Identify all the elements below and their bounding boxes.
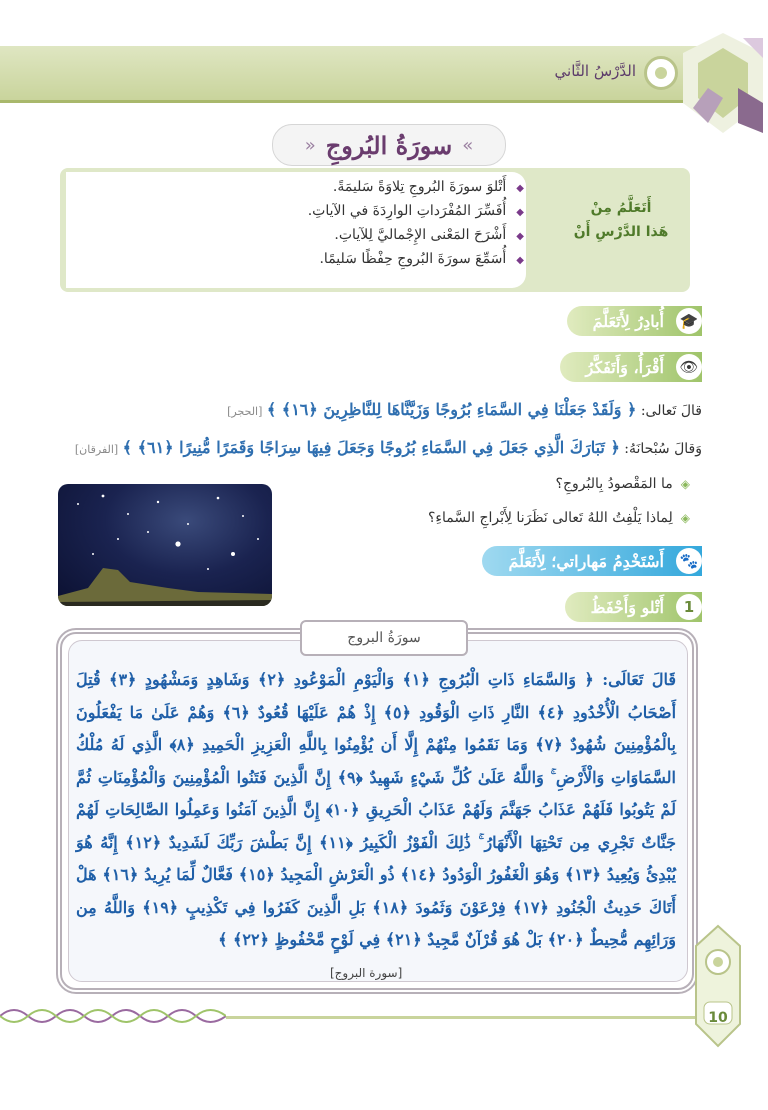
objective-item: ◆ أُفَسِّرَ المُفْرَداتِ الوارِدَةَ في الآياتِ. — [308, 200, 524, 224]
page-number: 10 — [708, 1010, 728, 1026]
surah-text: قَالَ تَعَالَى: ﴿ وَالسَّمَاءِ ذَاتِ الْبُرُوجِ ﴿١﴾ وَالْيَوْمِ الْمَوْعُودِ ﴿٢﴾ وَشَاهِدٍ وَمَشْهُودٍ ﴿٣﴾ قُتِلَ أَصْحَابُ الْأُخْدُودِ ﴿٤﴾ النَّارِ ذَاتِ الْوَقُودِ ﴿٥﴾ إِذْ هُمْ عَلَيْهَا قُعُودٌ ﴿٦﴾ وَهُمْ عَلَىٰ مَا يَفْعَلُونَ بِالْمُؤْمِنِينَ شُهُودٌ ﴿٧﴾ وَمَا نَقَمُوا مِنْهُمْ إِلَّا أَن يُؤْمِنُوا بِاللَّهِ الْعَزِيزِ الْحَمِيدِ ﴿٨﴾ الَّذِي لَهُ مُلْكُ السَّمَاوَاتِ وَالْأَرْضِ ۚ وَاللَّهُ عَلَىٰ كُلِّ شَيْءٍ شَهِيدٌ ﴿٩﴾ إِنَّ الَّذِينَ فَتَنُوا الْمُؤْمِنِينَ وَالْمُؤْمِنَاتِ ثُمَّ لَمْ يَتُوبُوا فَلَهُمْ عَذَابُ جَهَنَّمَ وَلَهُمْ عَذَابُ الْحَرِيقِ ﴿١٠﴾ إِنَّ الَّذِينَ آمَنُوا وَعَمِلُوا الصَّالِحَاتِ لَهُمْ جَنَّاتٌ تَجْرِي مِن تَحْتِهَا الْأَنْهَارُ ۚ ذَٰلِكَ الْفَوْزُ الْكَبِيرُ ﴿١١﴾ إِنَّ بَطْشَ رَبِّكَ لَشَدِيدٌ ﴿١٢﴾ إِنَّهُ هُوَ يُبْدِئُ وَيُعِيدُ ﴿١٣﴾ وَهُوَ الْغَفُورُ الْوَدُودُ ﴿١٤﴾ ذُو الْعَرْشِ الْمَجِيدُ ﴿١٥﴾ فَعَّالٌ لِّمَا يُرِيدُ ﴿١٦﴾ هَلْ أَتَاكَ حَدِيثُ الْجُنُودِ ﴿١٧﴾ فِرْعَوْنَ وَثَمُودَ ﴿١٨﴾ بَلِ الَّذِينَ كَفَرُوا فِي تَكْذِيبٍ ﴿١٩﴾ وَاللَّهُ مِن وَرَائِهِم مُّحِيطٌ ﴿٢٠﴾ بَلْ هُوَ قُرْآنٌ مَّجِيدٌ ﴿٢١﴾ فِي لَوْحٍ مَّحْفُوظٍ ﴿٢٢﴾ ﴾ — [76, 670, 677, 949]
eye-icon: 👁 — [676, 354, 702, 380]
objective-item: ◆ أُسَمِّعَ سورَةَ البُروجِ حِفْظًا سَليمًا. — [308, 248, 524, 272]
objectives-tag — [566, 196, 676, 244]
page-title — [272, 124, 506, 166]
question-item: ◈ ما المَقْصودُ بِالبُروجِ؟ — [556, 476, 690, 492]
objective-item: ◆ أَشْرَحَ المَعْنى الإِجْماليَّ لِلآياتِ. — [308, 224, 524, 248]
paw-icon: 🐾 — [676, 548, 702, 574]
verse-reference: [الحجر] — [227, 405, 263, 418]
section-skills-label: أَسْتَخْدِمُ مَهاراتي؛ لِأَتَعَلَّمَ — [508, 551, 664, 571]
objective-item: ◆ أَتْلوَ سورَةَ البُروجِ تِلاوَةً سَليمَةً. — [308, 176, 524, 200]
section-read-think — [560, 352, 702, 382]
verse-intro: وَقالَ سُبْحانَهُ: — [624, 441, 702, 457]
lesson-label: الدَّرْسُ الثَّاني — [554, 62, 636, 80]
verse-reference: [الفرقان] — [74, 443, 119, 456]
page-title-text: سورَةُ البُروجِ — [325, 130, 453, 160]
section-number-badge: 1 — [676, 594, 702, 620]
question-item: ◈ لِماذا يَلْفِتُ اللهُ تَعالى نَظَرَنا لِأَبْراجِ السَّماءِ؟ — [428, 510, 690, 526]
section-hasten — [567, 306, 702, 336]
verse-text: ﴿ وَلَقَدْ جَعَلْنَا فِي السَّمَاءِ بُرُوجًا وَزَيَّنَّاهَا لِلنَّاظِرِينَ ﴿١٦﴾ ﴾ — [266, 400, 637, 419]
section-recite-label: أَتْلو وَأَحْفَظُ — [590, 597, 664, 617]
night-sky-image — [58, 484, 272, 606]
surah-reference: [سورة البروج] — [330, 966, 403, 980]
header-medallion — [644, 56, 678, 90]
corner-ornament — [678, 28, 768, 138]
chain-ornament — [0, 1002, 226, 1030]
verse-text: ﴿ تَبَارَكَ الَّذِي جَعَلَ فِي السَّمَاءِ بُرُوجًا وَجَعَلَ فِيهَا سِرَاجًا وَقَمَرًا مُّنِيرًا ﴿٦١﴾ ﴾ — [122, 438, 620, 457]
title-ornament-right: » — [462, 134, 474, 156]
verse-line-2 — [75, 438, 702, 457]
section-recite — [565, 592, 702, 622]
verse-line-1 — [227, 400, 702, 419]
objectives-tag-line2: هَذا الدَّرْسِ أَنْ — [573, 224, 669, 240]
section-hasten-label: أُبادِرُ لِأَتَعَلَّمَ — [592, 311, 664, 331]
graduation-cap-icon: 🎓 — [676, 308, 702, 334]
section-skills — [482, 546, 702, 576]
verse-intro: قالَ تَعالى: — [640, 403, 702, 419]
surah-frame-title: سورَةُ البروج — [300, 620, 468, 656]
section-read-think-label: أَقْرَأُ، وَأَتَفَكَّرُ — [585, 357, 664, 377]
page-badge-ornament — [692, 924, 744, 1048]
title-ornament-left: « — [304, 134, 316, 156]
footer-line — [226, 1016, 696, 1019]
objectives-tag-line1: أَتَعَلَّمُ مِنْ — [590, 200, 652, 216]
objectives-list — [308, 176, 524, 272]
